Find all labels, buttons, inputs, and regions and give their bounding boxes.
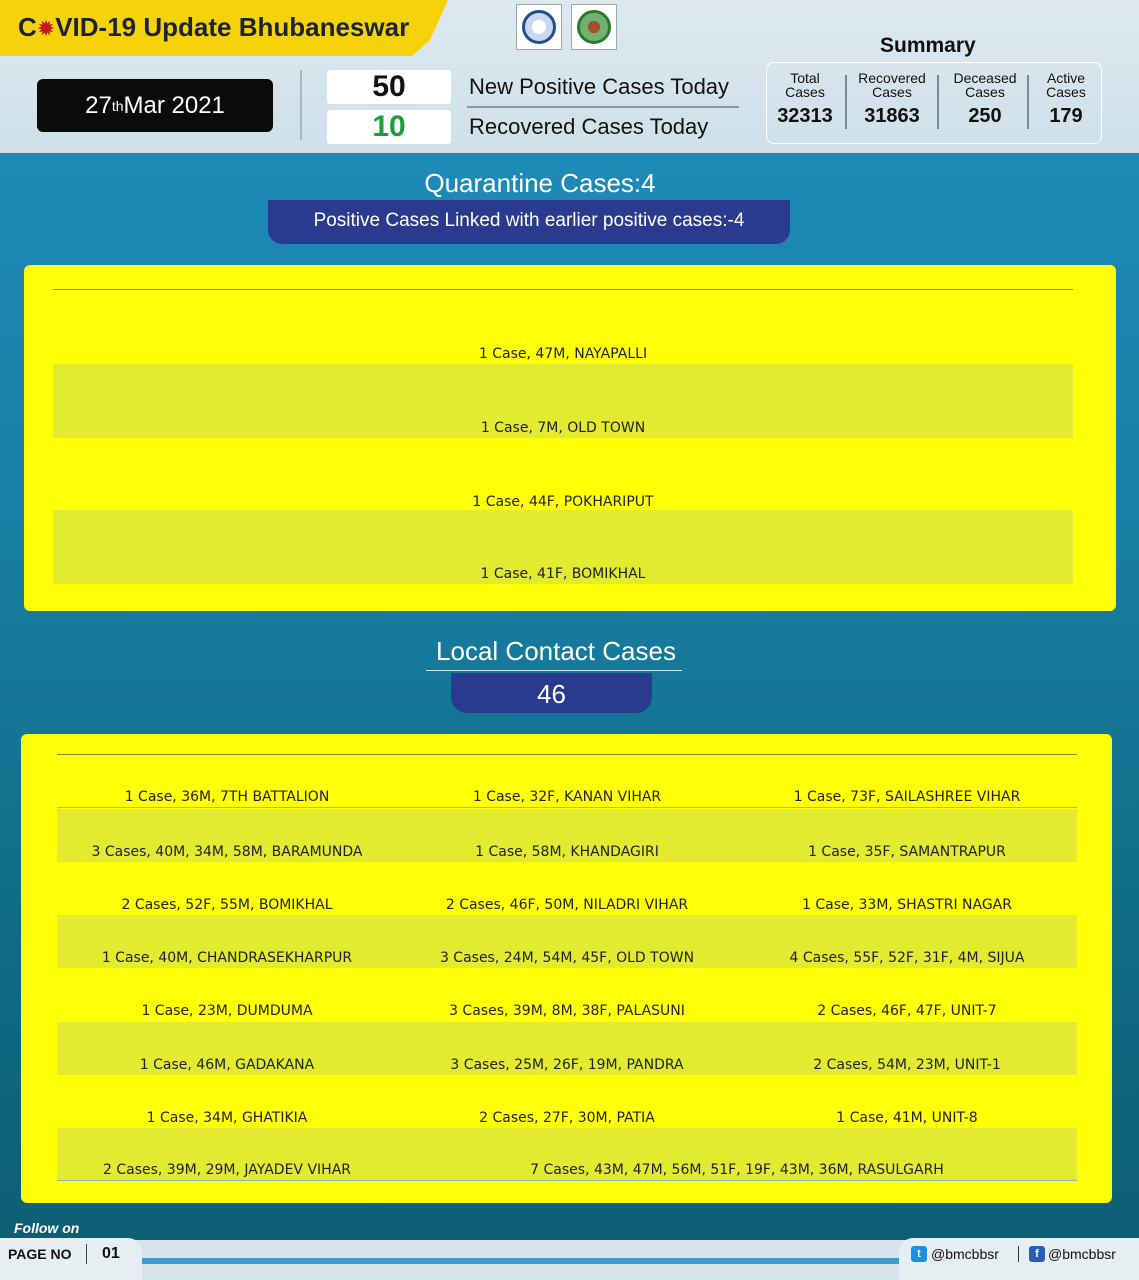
summary-deceased-value: 250 bbox=[968, 105, 1002, 127]
local-contact-title: Local Contact Cases bbox=[436, 636, 676, 666]
quarantine-title: Quarantine Cases:4 bbox=[424, 168, 656, 198]
quarantine-subtitle: Positive Cases Linked with earlier positive cases:-4 bbox=[268, 200, 790, 244]
stats-divider bbox=[467, 106, 739, 108]
table-cell: 7 Cases, 43M, 47M, 56M, 51F, 19F, 43M, 36M, RASULGARH bbox=[530, 1162, 944, 1178]
date-rest: Mar 2021 bbox=[123, 91, 225, 119]
summary-total-label-2: Cases bbox=[785, 84, 825, 100]
table-cell: 1 Case, 33M, SHASTRI NAGAR bbox=[801, 897, 1012, 913]
table-cell: 2 Cases, 54M, 23M, UNIT-1 bbox=[813, 1057, 1001, 1073]
recovered-count: 10 bbox=[327, 110, 451, 144]
table-cell: 1 Case, 34M, GHATIKIA bbox=[146, 1110, 308, 1126]
table-cell: 4 Cases, 55F, 52F, 31F, 4M, SIJUA bbox=[789, 950, 1025, 966]
new-positive-count: 50 bbox=[327, 70, 451, 104]
table-row bbox=[57, 968, 1077, 1021]
table-row bbox=[57, 1022, 1077, 1075]
page-divider bbox=[86, 1244, 87, 1264]
table-row bbox=[57, 1128, 1077, 1181]
facebook-icon[interactable]: f bbox=[1029, 1246, 1045, 1262]
summary-total-label-1: Total bbox=[790, 70, 820, 86]
emblem-icon bbox=[522, 10, 556, 44]
table-cell: 3 Cases, 39M, 8M, 38F, PALASUNI bbox=[449, 1003, 685, 1019]
table-cell: 2 Cases, 46F, 47F, UNIT-7 bbox=[817, 1003, 997, 1019]
header-divider bbox=[300, 70, 302, 140]
footer-strip bbox=[142, 1258, 902, 1264]
summary-total bbox=[767, 71, 843, 128]
summary-deceased-label-2: Cases bbox=[965, 84, 1005, 100]
virus-icon: ✹ bbox=[36, 16, 56, 41]
table-row bbox=[57, 755, 1077, 808]
summary-active bbox=[1029, 71, 1103, 128]
summary-total-value: 32313 bbox=[777, 105, 833, 127]
table-cell: 1 Case, 40M, CHANDRASEKHARPUR bbox=[101, 950, 353, 966]
table-cell: 3 Cases, 25M, 26F, 19M, PANDRA bbox=[450, 1057, 684, 1073]
table-row bbox=[57, 1075, 1077, 1128]
page-number: 01 bbox=[102, 1245, 120, 1262]
summary-active-value: 179 bbox=[1049, 105, 1083, 127]
summary-recovered bbox=[847, 71, 937, 128]
table-cell: 1 Case, 32F, KANAN VIHAR bbox=[472, 789, 662, 805]
list-item: 1 Case, 41F, BOMIKHAL bbox=[53, 510, 1073, 584]
table-cell: 1 Case, 23M, DUMDUMA bbox=[141, 1003, 313, 1019]
recovered-label: Recovered Cases Today bbox=[469, 114, 709, 139]
local-contact-count: 46 bbox=[451, 673, 652, 713]
table-cell: 1 Case, 35F, SAMANTRAPUR bbox=[808, 844, 1006, 860]
title-underline bbox=[426, 670, 682, 671]
table-cell: 3 Cases, 24M, 54M, 45F, OLD TOWN bbox=[439, 950, 695, 966]
table-cell: 1 Case, 73F, SAILASHREE VIHAR bbox=[793, 789, 1021, 805]
title-prefix: C bbox=[18, 12, 37, 42]
table-cell: 1 Case, 41M, UNIT-8 bbox=[836, 1110, 978, 1126]
table-row bbox=[57, 862, 1077, 915]
twitter-handle-link[interactable]: @bmcbbsr bbox=[931, 1246, 999, 1262]
table-cell: 1 Case, 58M, KHANDAGIRI bbox=[475, 844, 659, 860]
title-rest: VID-19 Update Bhubaneswar bbox=[55, 12, 410, 42]
summary-recovered-value: 31863 bbox=[864, 105, 920, 127]
summary-recovered-label-2: Cases bbox=[872, 84, 912, 100]
header bbox=[0, 0, 1139, 153]
summary-active-label-2: Cases bbox=[1046, 84, 1086, 100]
table-cell: 1 Case, 36M, 7TH BATTALION bbox=[124, 789, 330, 805]
date-badge bbox=[37, 79, 273, 132]
follow-on-label: Follow on bbox=[14, 1220, 80, 1236]
table-cell: 2 Cases, 52F, 55M, BOMIKHAL bbox=[121, 897, 333, 913]
summary-title: Summary bbox=[880, 34, 976, 57]
list-item: 1 Case, 47M, NAYAPALLI bbox=[478, 346, 648, 362]
social-divider bbox=[1018, 1246, 1019, 1262]
page-title bbox=[18, 12, 409, 43]
summary-box bbox=[766, 62, 1102, 144]
summary-deceased-label-1: Deceased bbox=[953, 70, 1017, 86]
bmc-emblem-icon bbox=[577, 10, 611, 44]
date-suffix: th bbox=[111, 97, 124, 114]
facebook-handle-link[interactable]: @bmcbbsr bbox=[1048, 1246, 1116, 1262]
table-cell: 2 Cases, 46F, 50M, NILADRI VIHAR bbox=[445, 897, 689, 913]
odisha-emblem-logo bbox=[516, 4, 562, 50]
new-positive-label: New Positive Cases Today bbox=[469, 74, 730, 99]
summary-active-label-1: Active bbox=[1046, 70, 1086, 86]
table-cell: 2 Cases, 27F, 30M, PATIA bbox=[479, 1110, 655, 1126]
table-cell: 3 Cases, 40M, 34M, 58M, BARAMUNDA bbox=[91, 844, 363, 860]
table-cell: 1 Case, 46M, GADAKANA bbox=[139, 1057, 315, 1073]
twitter-icon[interactable]: t bbox=[911, 1246, 927, 1262]
list-item: 1 Case, 7M, OLD TOWN bbox=[53, 364, 1073, 438]
date-day: 27 bbox=[85, 91, 112, 119]
table-row bbox=[57, 915, 1077, 968]
page-label: PAGE NO bbox=[8, 1246, 72, 1262]
list-item: 1 Case, 44F, POKHARIPUT bbox=[472, 494, 654, 510]
summary-recovered-label-1: Recovered bbox=[858, 70, 926, 86]
bmc-logo bbox=[571, 4, 617, 50]
table-row bbox=[57, 809, 1077, 862]
summary-deceased bbox=[939, 71, 1031, 128]
local-contact-panel bbox=[21, 734, 1112, 1203]
table-cell: 2 Cases, 39M, 29M, JAYADEV VIHAR bbox=[102, 1162, 351, 1178]
quarantine-panel bbox=[24, 265, 1116, 611]
